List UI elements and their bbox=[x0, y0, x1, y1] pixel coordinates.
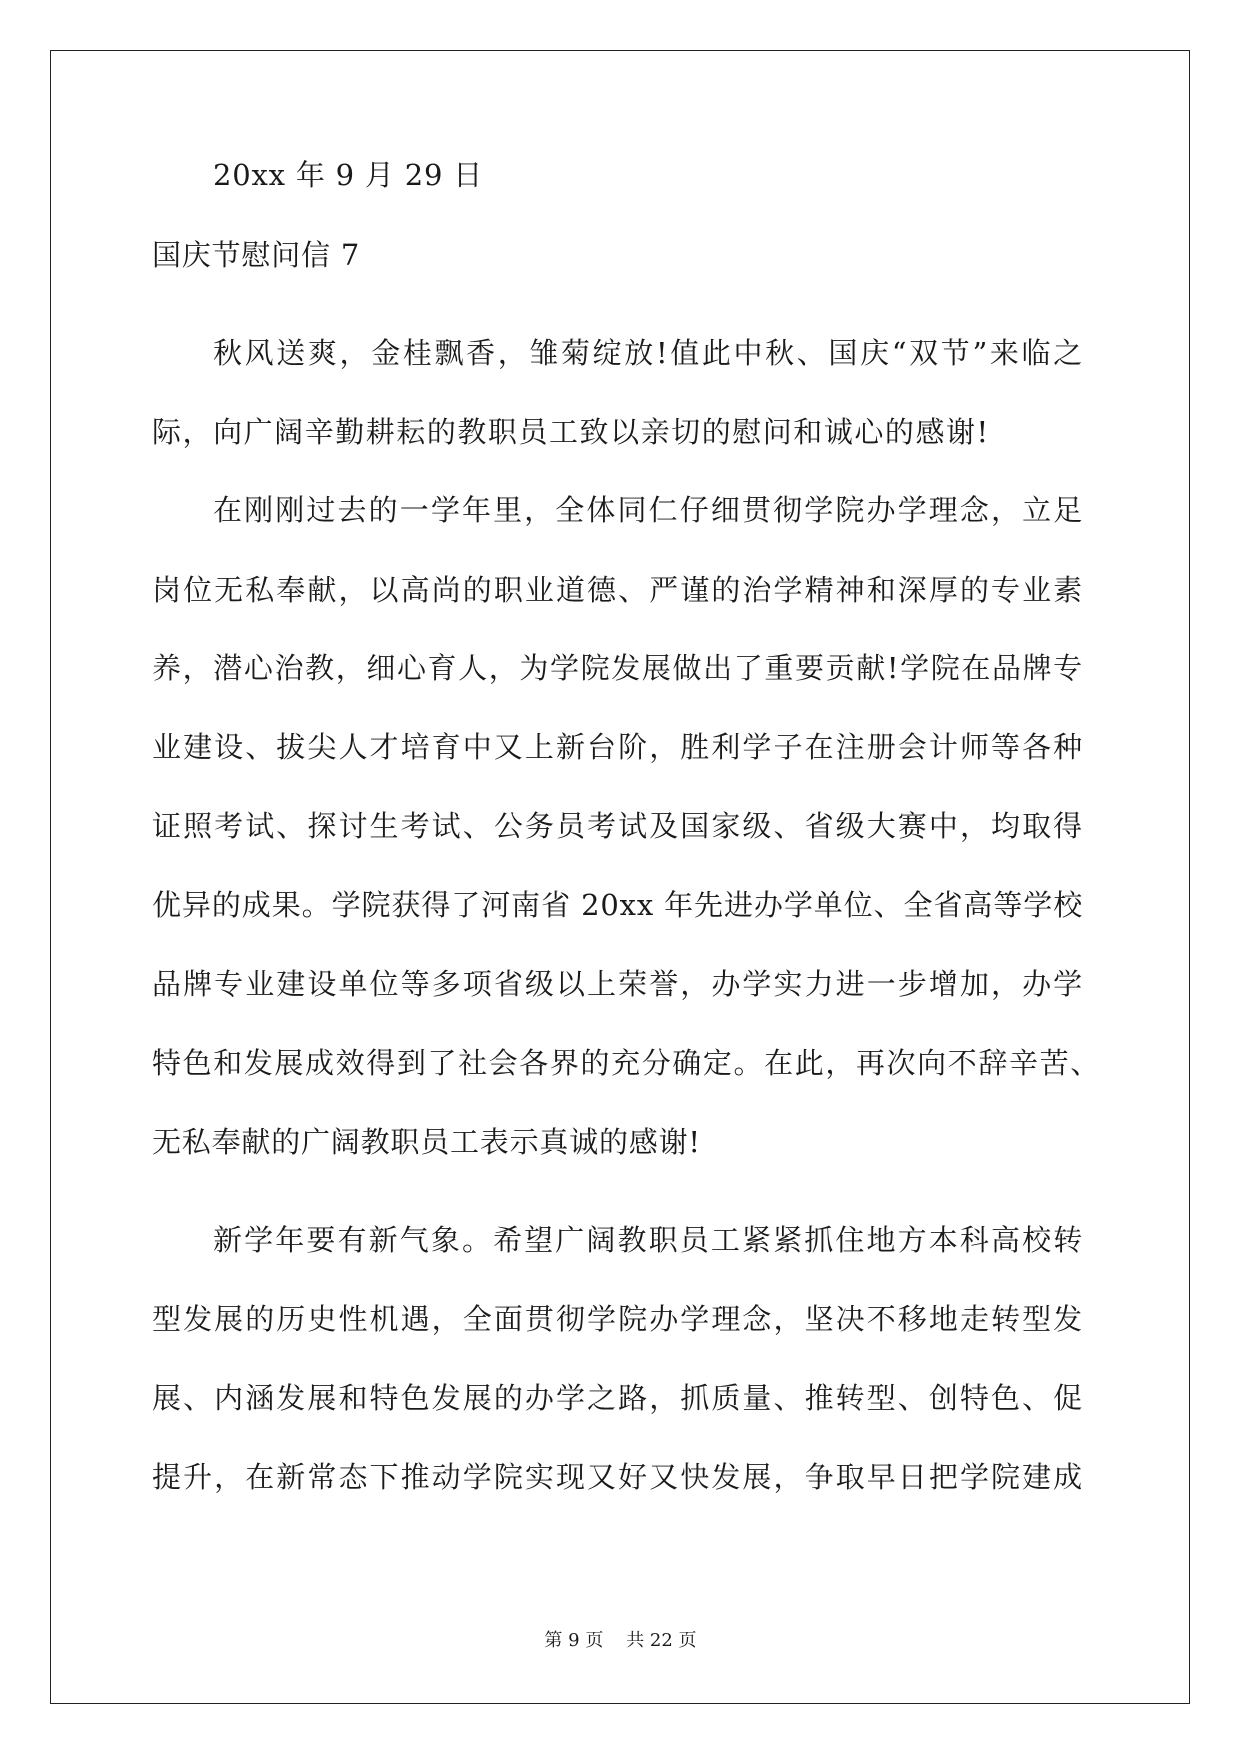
date-line: 20xx 年 9 月 29 日 bbox=[213, 158, 484, 192]
paragraph-2-line-6: 优异的成果。学院获得了河南省 20xx 年先进办学单位、全省高等学校 bbox=[152, 888, 1083, 922]
paragraph-2-line-8: 特色和发展成效得到了社会各界的充分确定。在此，再次向不辞辛苦、 bbox=[152, 1046, 1100, 1080]
paragraph-2-line-5: 证照考试、探讨生考试、公务员考试及国家级、省级大赛中，均取得 bbox=[152, 809, 1083, 843]
page-border bbox=[50, 50, 1190, 1704]
paragraph-3-line-1: 新学年要有新气象。希望广阔教职员工紧紧抓住地方本科高校转 bbox=[213, 1223, 1083, 1257]
paragraph-1-line-2: 际，向广阔辛勤耕耘的教职员工致以亲切的慰问和诚心的感谢! bbox=[152, 415, 989, 449]
paragraph-2-line-9: 无私奉献的广阔教职员工表示真诚的感谢! bbox=[152, 1125, 701, 1159]
letter-title: 国庆节慰问信 7 bbox=[152, 238, 361, 272]
page-number-footer: 第 9 页 共 22 页 bbox=[544, 1630, 697, 1651]
paragraph-3-line-2: 型发展的历史性机遇，全面贯彻学院办学理念，坚决不移地走转型发 bbox=[152, 1302, 1083, 1336]
paragraph-2-line-7: 品牌专业建设单位等多项省级以上荣誉，办学实力进一步增加，办学 bbox=[152, 967, 1083, 1001]
paragraph-1-line-1: 秋风送爽，金桂飘香，雏菊绽放!值此中秋、国庆“双节”来临之 bbox=[213, 336, 1083, 370]
paragraph-3-line-4: 提升，在新常态下推动学院实现又好又快发展，争取早日把学院建成 bbox=[152, 1460, 1083, 1494]
paragraph-3-line-3: 展、内涵发展和特色发展的办学之路，抓质量、推转型、创特色、促 bbox=[152, 1381, 1083, 1415]
paragraph-2-line-3: 养，潜心治教，细心育人，为学院发展做出了重要贡献!学院在品牌专 bbox=[152, 651, 1083, 685]
paragraph-2-line-1: 在刚刚过去的一学年里，全体同仁仔细贯彻学院办学理念，立足 bbox=[213, 493, 1083, 527]
paragraph-2-line-2: 岗位无私奉献，以高尚的职业道德、严谨的治学精神和深厚的专业素 bbox=[152, 573, 1083, 607]
paragraph-2-line-4: 业建设、拔尖人才培育中又上新台阶，胜利学子在注册会计师等各种 bbox=[152, 730, 1083, 764]
